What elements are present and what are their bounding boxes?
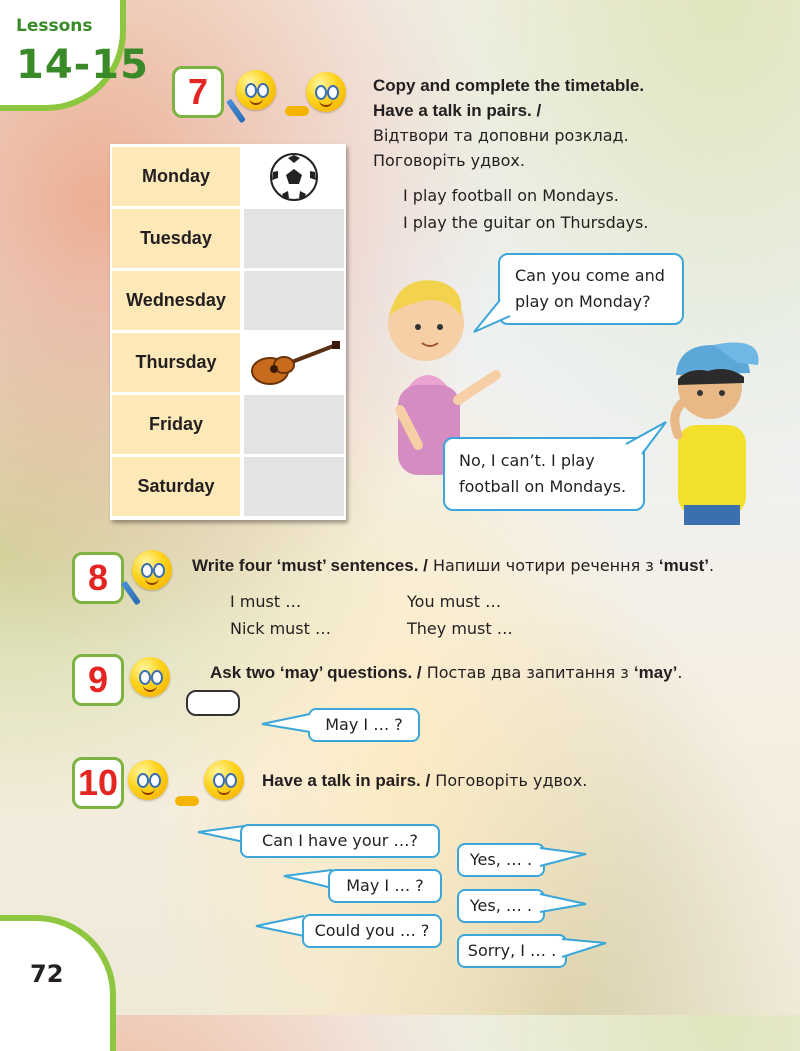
example-sentence: I play football on Mondays. [403,186,619,205]
timetable-day: Tuesday [112,209,240,268]
example-sentence: I play the guitar on Thursdays. [403,213,649,232]
talking-smiley-icon [204,760,244,800]
talking-smiley-icon [306,72,346,112]
ex9-instruction-ua: Постав два запитання з [426,663,629,682]
timetable-cell[interactable] [244,395,344,454]
ex10-instruction-en: Have a talk in pairs. / [262,771,431,790]
timetable-cell[interactable] [244,457,344,516]
bubble-line: Can you come and [515,266,665,285]
question-bubble: Could you … ? [302,914,442,948]
bubble-tail [282,866,334,894]
timetable [110,144,346,520]
guitar-icon [244,333,344,392]
lesson-numbers: 14-15 [16,42,149,88]
talking-smiley-icon [130,657,170,697]
ex9-keyword: ‘may’ [633,663,678,682]
timetable-row [112,457,344,516]
must-prompt: Nick must … [230,619,331,638]
bubble-tail [260,710,312,736]
timetable-cell [244,333,344,392]
thought-bubble-icon [186,690,240,716]
may-question-bubble: May I … ? [308,708,420,742]
answer-bubble: Yes, … . [457,889,545,923]
timetable-day: Thursday [112,333,240,392]
exercise-8-number: 8 [72,552,124,604]
ex9-instruction-en: Ask two ‘may’ questions. / [210,663,422,682]
bubble-tail [538,844,588,872]
exercise-10-instruction [262,768,762,793]
exercise-7-number: 7 [172,66,224,118]
ex8-keyword: ‘must’ [658,556,709,575]
ex7-title-en-2: Have a talk in pairs. / [373,101,542,120]
timetable-row [112,147,344,206]
page-number: 72 [30,960,64,988]
timetable-day: Friday [112,395,240,454]
timetable-row [112,333,344,392]
timetable-day: Wednesday [112,271,240,330]
bubble-tail [196,822,246,848]
question-bubble: Can I have your …? [240,824,440,858]
football-icon [244,147,344,206]
writing-smiley-icon [236,70,276,110]
exercise-9-instruction: Ask two ‘may’ questions. / Постав два запитання з ‘may’. [210,663,683,682]
exercise-9-number: 9 [72,654,124,706]
must-prompt: You must … [407,592,502,611]
speech-bubble-question [498,253,684,325]
writing-smiley-icon [132,550,172,590]
timetable-row [112,271,344,330]
ex8-instruction-ua: Напиши чотири речення з [432,556,654,575]
bubble-line: football on Mondays. [459,477,627,496]
bubble-line: play on Monday? [515,292,651,311]
timetable-row [112,209,344,268]
hand-icon [285,106,309,116]
bubble-tail [560,935,608,963]
ex7-title-en-1: Copy and complete the timetable. [373,76,645,95]
talking-smiley-icon [128,760,168,800]
answer-bubble: Sorry, I … . [457,934,567,968]
timetable-row [112,395,344,454]
bubble-tail [622,420,672,460]
timetable-cell [244,147,344,206]
speech-bubble-answer [443,437,645,511]
lesson-label: Lessons [16,16,93,36]
must-prompt: They must … [407,619,513,638]
exercise-7-instruction [373,73,773,173]
exercise-8-instruction: Write four ‘must’ sentences. / Напиши чотири речення з ‘must’. [192,556,715,575]
ex7-title-ua-1: Відтвори та доповни розклад. [373,126,629,145]
hand-icon [175,796,199,806]
timetable-day: Monday [112,147,240,206]
exercise-7-examples [403,182,648,236]
ex7-title-ua-2: Поговоріть удвох. [373,151,525,170]
exercise-10-number: 10 [72,757,124,809]
timetable-cell[interactable] [244,209,344,268]
bubble-tail [254,912,306,942]
answer-bubble: Yes, … . [457,843,545,877]
ex10-instruction-ua: Поговоріть удвох. [435,771,588,790]
question-bubble: May I … ? [328,869,442,903]
must-prompt: I must … [230,592,302,611]
bubble-tail [538,890,588,918]
bubble-line: No, I can’t. I play [459,451,595,470]
timetable-cell[interactable] [244,271,344,330]
bubble-tail [472,298,512,338]
ex8-instruction-en: Write four ‘must’ sentences. / [192,556,428,575]
timetable-day: Saturday [112,457,240,516]
